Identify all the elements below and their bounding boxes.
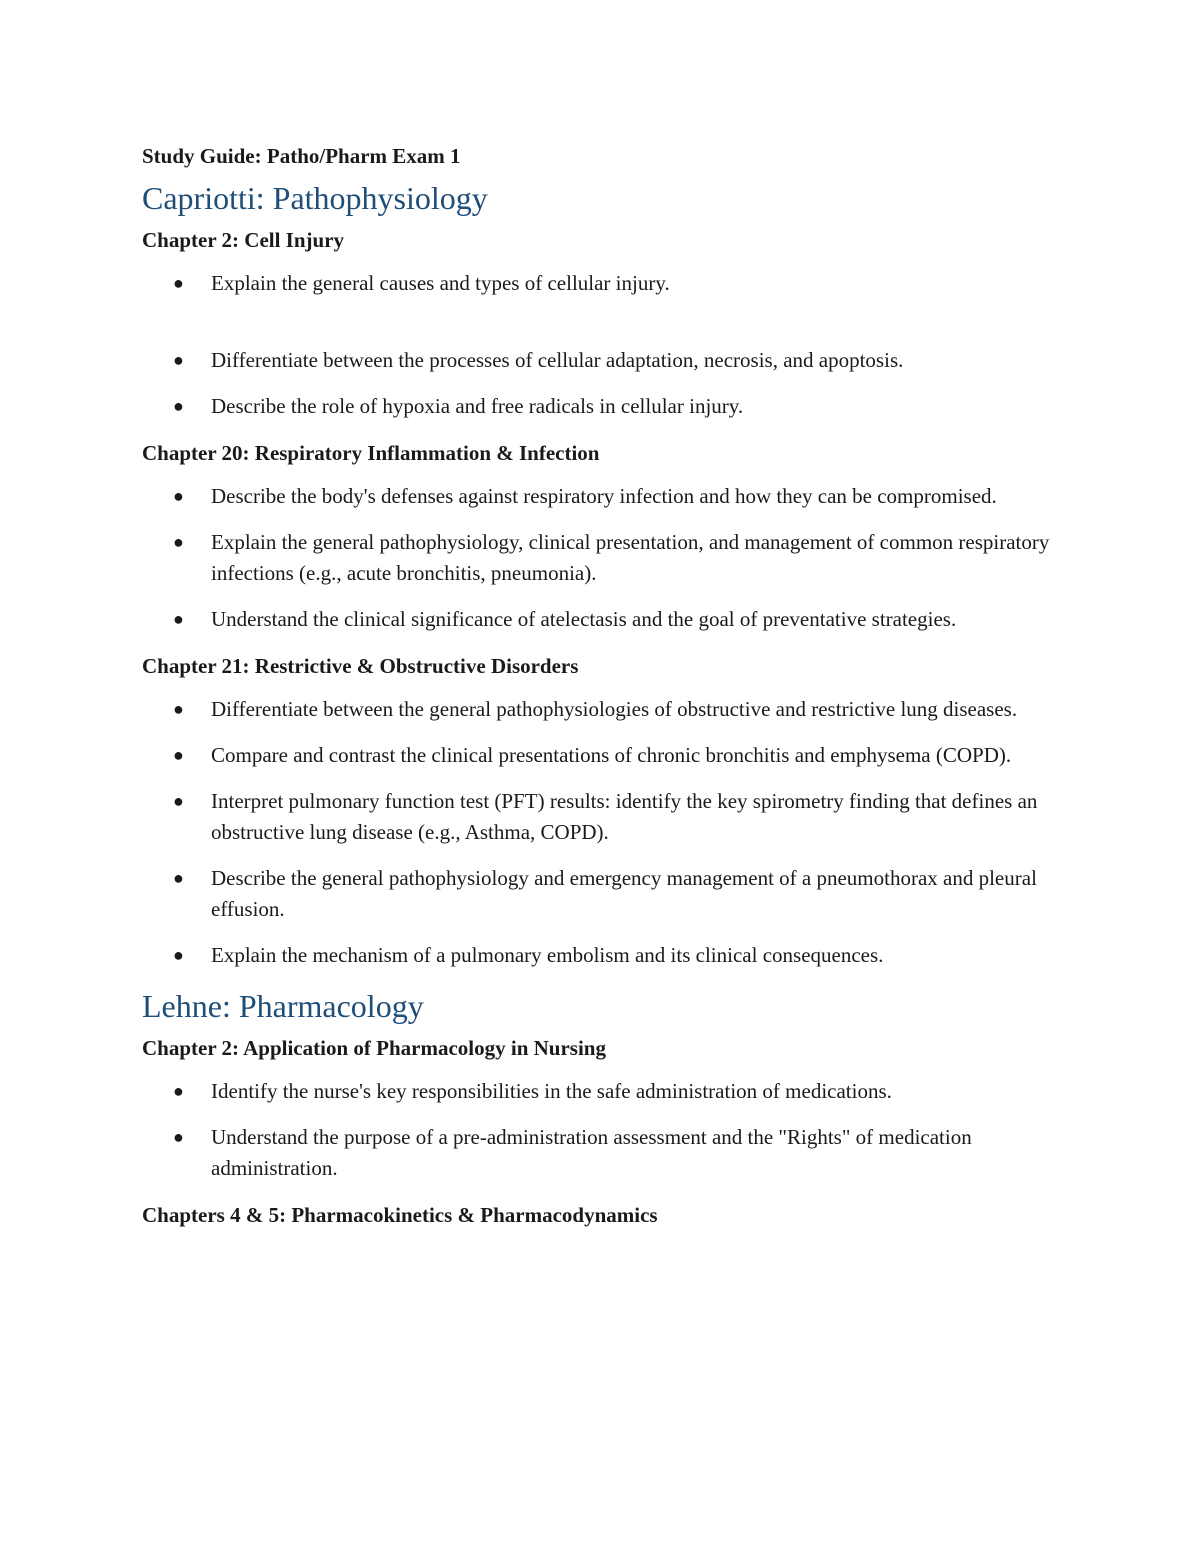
bullet-icon: ● <box>173 945 184 965</box>
list-item-text: Describe the general pathophysiology and emergency management of a pneumothorax and pleural effusion. <box>211 866 1037 921</box>
list-item-text: Explain the mechanism of a pulmonary embolism and its clinical consequences. <box>211 943 884 967</box>
list-item <box>142 1076 1062 1107</box>
list-item-text: Compare and contrast the clinical presentations of chronic bronchitis and emphysema (COPD). <box>211 743 1012 767</box>
list-item-text: Identify the nurse's key responsibilities in the safe administration of medications. <box>211 1079 892 1103</box>
bullet-list <box>142 694 1062 971</box>
chapter-heading: Chapter 2: Cell Injury <box>142 228 345 252</box>
bullet-icon: ● <box>173 699 184 719</box>
list-item <box>142 740 1062 771</box>
section-heading-pathophysiology: Capriotti: Pathophysiology <box>142 180 488 216</box>
list-item-text: Understand the clinical significance of atelectasis and the goal of preventative strategies. <box>211 607 957 631</box>
bullet-icon: ● <box>173 350 184 370</box>
document-title: Study Guide: Patho/Pharm Exam 1 <box>142 144 461 168</box>
list-item-text: Explain the general pathophysiology, clinical presentation, and management of common respiratory infections (e.g., acute bronchitis, pneumonia). <box>211 530 1050 585</box>
list-item <box>142 481 1062 512</box>
bullet-icon: ● <box>173 273 184 293</box>
section-heading-pharmacology: Lehne: Pharmacology <box>142 988 424 1024</box>
list-item <box>142 863 1062 925</box>
bullet-icon: ● <box>173 1127 184 1147</box>
list-item-text: Differentiate between the general pathophysiologies of obstructive and restrictive lung diseases. <box>211 697 1018 721</box>
list-item-text: Understand the purpose of a pre-administration assessment and the "Rights" of medication administration. <box>211 1125 972 1180</box>
list-item <box>142 1122 1062 1184</box>
bullet-icon: ● <box>173 745 184 765</box>
bullet-icon: ● <box>173 1081 184 1101</box>
chapter-heading: Chapter 21: Restrictive & Obstructive Disorders <box>142 654 579 678</box>
list-item-text: Explain the general causes and types of cellular injury. <box>211 271 670 295</box>
list-item <box>142 940 1062 971</box>
list-item <box>142 694 1062 725</box>
bullet-list <box>142 1076 1062 1184</box>
list-item <box>142 391 1062 422</box>
bullet-icon: ● <box>173 532 184 552</box>
bullet-icon: ● <box>173 396 184 416</box>
bullet-icon: ● <box>173 868 184 888</box>
list-item <box>142 527 1062 589</box>
list-item <box>142 345 1062 376</box>
chapter-heading: Chapters 4 & 5: Pharmacokinetics & Pharmacodynamics <box>142 1203 658 1227</box>
list-item <box>142 786 1062 848</box>
bullet-list <box>142 481 1062 635</box>
document-page <box>142 140 1062 1243</box>
bullet-icon: ● <box>173 486 184 506</box>
bullet-icon: ● <box>173 791 184 811</box>
list-item-text: Describe the role of hypoxia and free radicals in cellular injury. <box>211 394 744 418</box>
list-item <box>142 604 1062 635</box>
chapter-heading: Chapter 20: Respiratory Inflammation & Infection <box>142 441 600 465</box>
chapter-heading: Chapter 2: Application of Pharmacology in Nursing <box>142 1036 606 1060</box>
bullet-list <box>142 268 1062 422</box>
bullet-icon: ● <box>173 609 184 629</box>
list-item <box>142 268 1062 299</box>
list-item-text: Differentiate between the processes of cellular adaptation, necrosis, and apoptosis. <box>211 348 904 372</box>
list-item-text: Describe the body's defenses against respiratory infection and how they can be compromised. <box>211 484 997 508</box>
list-item-text: Interpret pulmonary function test (PFT) results: identify the key spirometry finding that defines an obstructive lung disease (e.g., Asthma, COPD). <box>211 789 1038 844</box>
